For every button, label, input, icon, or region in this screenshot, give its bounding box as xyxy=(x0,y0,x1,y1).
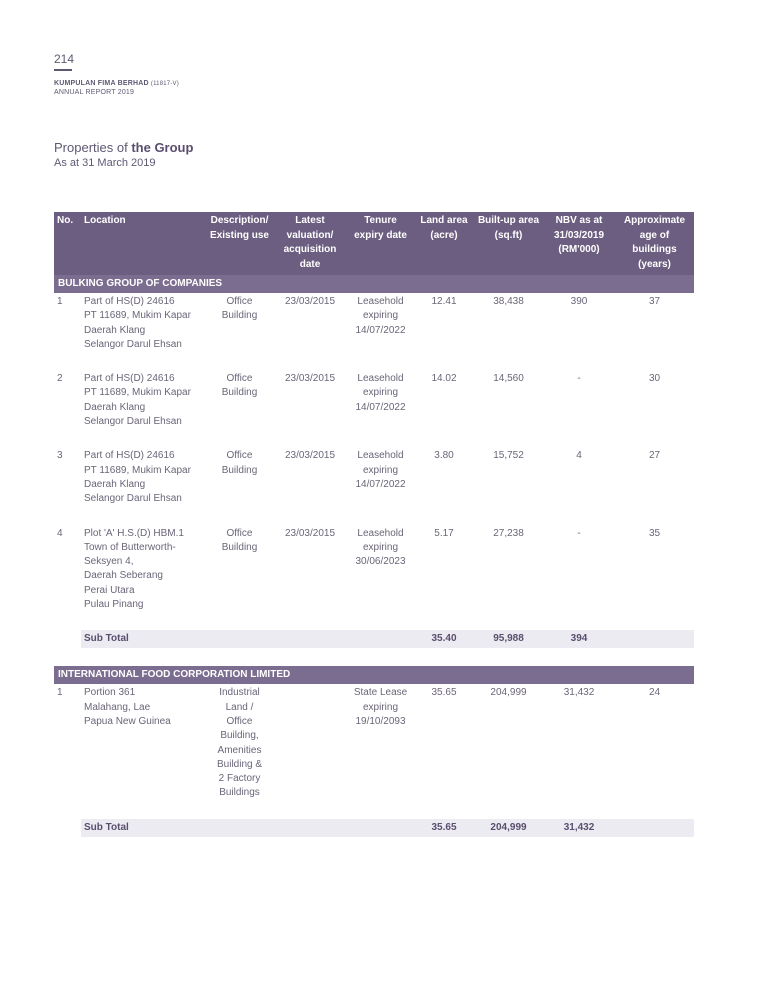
table-row xyxy=(54,684,694,818)
row-location-line: Daerah Klang xyxy=(84,324,146,336)
row-tenure-line: Leasehold xyxy=(357,373,404,385)
row-valuation: 23/03/2015 xyxy=(284,450,336,462)
row-location-line: Part of HS(D) 24616 xyxy=(84,296,175,307)
row-description xyxy=(206,370,273,447)
group-header-row xyxy=(54,666,694,684)
page-subtitle: As at 31 March 2019 xyxy=(54,157,156,169)
row-location xyxy=(81,525,206,631)
subtotal-nbv: 394 xyxy=(543,630,615,648)
row-nbv: - xyxy=(577,527,581,539)
group-name: INTERNATIONAL FOOD CORPORATION LIMITED xyxy=(54,666,694,684)
row-description xyxy=(206,525,273,631)
row-age: 27 xyxy=(648,450,661,462)
row-age: 30 xyxy=(648,373,661,385)
row-built-up-area: 15,752 xyxy=(493,450,524,462)
subtotal-label: Sub Total xyxy=(81,630,414,648)
properties-table xyxy=(54,212,694,837)
row-description-line: Building, xyxy=(220,730,259,742)
row-tenure-line: Leasehold xyxy=(357,450,404,462)
row-location-line: PT 11689, Mukim Kapar xyxy=(84,387,191,399)
subtotal-built-up-area: 95,988 xyxy=(474,630,543,648)
row-location-line: Selangor Darul Ehsan xyxy=(84,338,182,350)
row-tenure xyxy=(347,370,414,447)
row-location-line: Seksyen 4, xyxy=(84,556,134,568)
page-number: 214 xyxy=(54,52,75,66)
company-name xyxy=(54,80,179,87)
spacer-row xyxy=(54,648,694,666)
row-land-area: 3.80 xyxy=(434,450,454,462)
row-tenure-line: 14/07/2022 xyxy=(355,478,406,490)
row-description-line: Industrial xyxy=(219,687,260,699)
row-tenure xyxy=(347,525,414,631)
row-tenure-line: 14/07/2022 xyxy=(355,401,406,413)
row-land-area: 12.41 xyxy=(431,296,457,307)
row-tenure-line: Leasehold xyxy=(357,296,404,307)
row-valuation: 23/03/2015 xyxy=(284,373,336,385)
row-description xyxy=(206,684,273,818)
col-valuation: Latest valuation/ acquisition date xyxy=(273,212,347,275)
row-location-line: Daerah Klang xyxy=(84,401,146,413)
row-no: 2 xyxy=(57,373,63,385)
company-reg: (11817-V) xyxy=(150,81,179,87)
row-location-line: Papua New Guinea xyxy=(84,715,171,727)
row-tenure-line: expiring xyxy=(362,310,399,322)
row-land-area: 14.02 xyxy=(431,373,457,385)
report-name: ANNUAL REPORT 2019 xyxy=(54,89,135,96)
subtotal-built-up-area: 204,999 xyxy=(474,819,543,837)
row-location-line: Plot 'A' H.S.(D) HBM.1 xyxy=(84,527,184,539)
row-description-line: Building xyxy=(221,464,258,476)
subtotal-land-area: 35.65 xyxy=(414,819,474,837)
row-description-line: Building xyxy=(221,541,258,553)
col-age: Approximate age of buildings (years) xyxy=(615,212,694,275)
group-name: BULKING GROUP OF COMPANIES xyxy=(54,275,694,293)
col-built-up-area: Built-up area (sq.ft) xyxy=(474,212,543,275)
row-description-line: Building xyxy=(221,310,258,322)
table-row xyxy=(54,370,694,447)
row-location xyxy=(81,370,206,447)
row-location-line: Daerah Klang xyxy=(84,478,146,490)
row-description-line: Amenities xyxy=(217,744,262,756)
row-built-up-area: 14,560 xyxy=(493,373,524,385)
row-description-line: Office xyxy=(226,450,253,462)
title-prefix: Properties of xyxy=(54,140,132,155)
row-no: 3 xyxy=(57,450,63,462)
subtotal-label: Sub Total xyxy=(81,819,414,837)
row-tenure-line: expiring xyxy=(362,541,399,553)
row-location-line: PT 11689, Mukim Kapar xyxy=(84,310,191,322)
table-row xyxy=(54,525,694,631)
row-description-line: Land / xyxy=(225,701,254,713)
row-description-line: Office xyxy=(226,373,253,385)
subtotal-row xyxy=(54,630,694,648)
row-description-line: Office xyxy=(226,296,253,307)
company-name-text: KUMPULAN FIMA BERHAD xyxy=(54,80,149,87)
table-header-row xyxy=(54,212,694,275)
row-location-line: PT 11689, Mukim Kapar xyxy=(84,464,191,476)
header-rule xyxy=(54,69,72,71)
row-location-line: Selangor Darul Ehsan xyxy=(84,493,182,505)
row-location xyxy=(81,293,206,370)
subtotal-row xyxy=(54,819,694,837)
row-tenure-line: State Lease xyxy=(353,687,408,699)
row-tenure-line: 30/06/2023 xyxy=(355,556,406,568)
row-location-line: Selangor Darul Ehsan xyxy=(84,416,182,428)
page-title xyxy=(54,140,193,155)
row-location xyxy=(81,684,206,818)
row-location-line: Portion 361 xyxy=(84,687,136,699)
row-location-line: Part of HS(D) 24616 xyxy=(84,373,175,385)
row-description-line: 2 Factory xyxy=(218,773,261,785)
row-built-up-area: 27,238 xyxy=(493,527,524,539)
subtotal-nbv: 31,432 xyxy=(543,819,615,837)
col-tenure: Tenure expiry date xyxy=(347,212,414,275)
col-location: Location xyxy=(81,212,206,275)
subtotal-spacer xyxy=(54,630,81,648)
row-description xyxy=(206,447,273,524)
row-location xyxy=(81,447,206,524)
spacer-cell xyxy=(54,648,694,666)
row-valuation: 23/03/2015 xyxy=(284,527,336,539)
row-tenure-line: 19/10/2093 xyxy=(355,715,406,727)
row-built-up-area: 204,999 xyxy=(490,687,527,699)
row-age: 24 xyxy=(648,687,661,699)
row-land-area: 5.17 xyxy=(434,527,454,539)
row-nbv: - xyxy=(577,373,581,385)
row-description-line: Building & xyxy=(216,758,263,770)
row-description-line: Office xyxy=(226,527,253,539)
row-nbv: 4 xyxy=(576,450,582,462)
subtotal-age xyxy=(615,630,694,648)
row-location-line: Pulau Pinang xyxy=(84,599,144,611)
row-no: 1 xyxy=(57,687,63,699)
row-description xyxy=(206,293,273,370)
subtotal-land-area: 35.40 xyxy=(414,630,474,648)
row-tenure-line: expiring xyxy=(362,387,399,399)
table-body xyxy=(54,275,694,837)
row-tenure-line: expiring xyxy=(362,701,399,713)
row-tenure-line: 14/07/2022 xyxy=(355,324,406,336)
row-valuation xyxy=(273,684,347,818)
title-bold: the Group xyxy=(131,140,194,155)
subtotal-spacer xyxy=(54,819,81,837)
row-age: 35 xyxy=(648,527,661,539)
row-location-line: Malahang, Lae xyxy=(84,701,151,713)
row-no: 4 xyxy=(57,527,63,539)
row-nbv: 31,432 xyxy=(563,687,595,699)
row-location-line: Part of HS(D) 24616 xyxy=(84,450,175,462)
row-location-line: Daerah Seberang xyxy=(84,570,163,582)
row-location-line: Town of Butterworth- xyxy=(84,541,176,553)
col-no: No. xyxy=(54,212,81,275)
row-description-line: Building xyxy=(221,387,258,399)
row-description-line: Buildings xyxy=(219,787,260,799)
table-row xyxy=(54,293,694,370)
row-no: 1 xyxy=(57,296,63,307)
row-built-up-area: 38,438 xyxy=(493,296,524,307)
row-valuation: 23/03/2015 xyxy=(284,296,336,307)
col-description: Description/ Existing use xyxy=(206,212,273,275)
row-tenure xyxy=(347,447,414,524)
row-location-line: Perai Utara xyxy=(84,584,135,596)
row-land-area: 35.65 xyxy=(431,687,457,699)
row-tenure xyxy=(347,293,414,370)
table-row xyxy=(54,447,694,524)
row-tenure-line: Leasehold xyxy=(357,527,404,539)
row-age: 37 xyxy=(648,296,661,307)
col-nbv: NBV as at 31/03/2019 (RM'000) xyxy=(543,212,615,275)
row-tenure-line: expiring xyxy=(362,464,399,476)
row-tenure xyxy=(347,684,414,818)
group-header-row xyxy=(54,275,694,293)
row-nbv: 390 xyxy=(570,296,588,307)
row-description-line: Office xyxy=(226,715,253,727)
col-land-area: Land area (acre) xyxy=(414,212,474,275)
subtotal-age xyxy=(615,819,694,837)
